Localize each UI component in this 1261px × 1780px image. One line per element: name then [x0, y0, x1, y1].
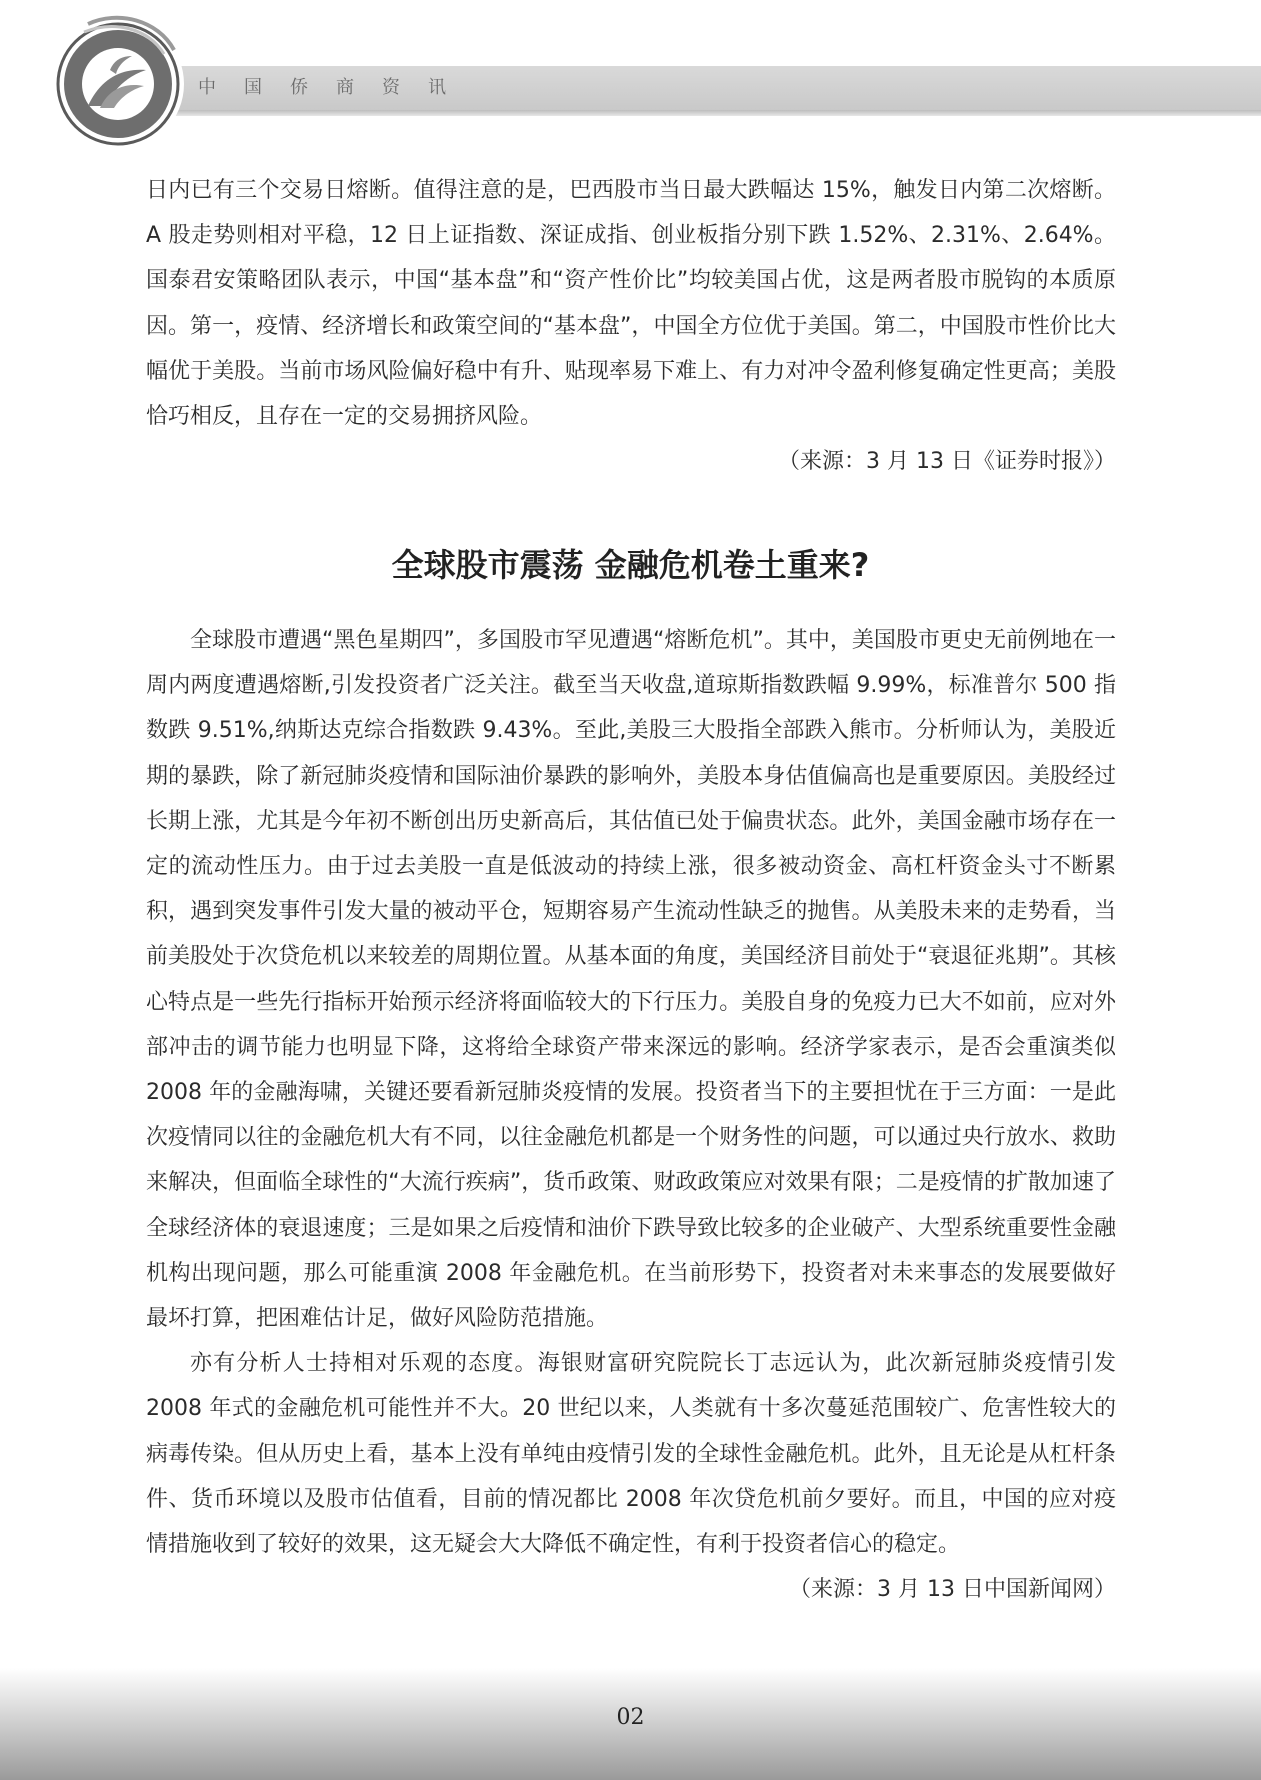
article-2-body [146, 618, 1116, 1612]
article-2-title: 全球股市震荡 金融危机卷土重来? [391, 546, 870, 584]
page-header [0, 0, 1261, 150]
article-1-source: （来源：3 月 13 日《证券时报》） [778, 449, 1116, 475]
publication-title: 中国侨商资讯 [198, 77, 474, 98]
article-2-paragraph-2-text: 亦有分析人士持相对乐观的态度。海银财富研究院院长丁志远认为，此次新冠肺炎疫情引发 2008 年式的金融危机可能性并不大。20 世纪以来，人类就有十多次蔓延范围较广、危害性较大的病毒传染。但从历史上看，基本上没有单纯由疫情引发的全球性金融危机。此外，且无论是从杠杆条件、货币环境以及股市估值看，目前的情况都比 2008 年次贷危机前夕要好。而且，中国的应对疫情措施收到了较好的效果，这无疑会大大降低不确定性，有利于投资者信心的稳定。 [146, 1351, 1116, 1558]
article-2-paragraph-1: 全球股市遭遇“黑色星期四”，多国股市罕见遭遇“熔断危机”。其中，美国股市更史无前例地在一周内两度遭遇熔断,引发投资者广泛关注。截至当天收盘,道琼斯指数跌幅 9.99%，标准普尔 500 指数跌 9.51%,纳斯达克综合指数跌 9.43%。至此,美股三大股指全部跌入熊市。分析师认为，美股近期的暴跌，除了新冠肺炎疫情和国际油价暴跌的影响外，美股本身估值偏高也是重要原因。美股经过长期上涨，尤其是今年初不断创出历史新高后，其估值已处于偏贵状态。此外，美国金融市场存在一定的流动性压力。由于过去美股一直是低波动的持续上涨，很多被动资金、高杠杆资金头寸不断累积，遇到突发事件引发大量的被动平仓，短期容易产生流动性缺乏的抛售。从美股未来的走势看，当前美股处于次贷危机以来较差的周期位置。从基本面的角度，美国经济目前处于“衰退征兆期”。其核心特点是一些先行指标开始预示经济将面临较大的下行压力。美股自身的免疫力已大不如前，应对外部冲击的调节能力也明显下降，这将给全球资产带来深远的影响。经济学家表示，是否会重演类似 2008 年的金融海啸，关键还要看新冠肺炎疫情的发展。投资者当下的主要担忧在于三方面：一是此次疫情同以往的金融危机大有不同，以往金融危机都是一个财务性的问题，可以通过央行放水、救助来解决，但面临全球性的“大流行疾病”，货币政策、财政政策应对效果有限；二是疫情的扩散加速了全球经济体的衰退速度；三是如果之后疫情和油价下跌导致比较多的企业破产、大型系统重要性金融机构出现问题，那么可能重演 2008 年金融危机。在当前形势下，投资者对未来事态的发展要做好最坏打算，把困难估计足，做好风险防范措施。 [146, 628, 1116, 1332]
article-1-continuation [146, 168, 1116, 484]
header-bar-shadow [150, 110, 1261, 116]
article-1-paragraph: 日内已有三个交易日熔断。值得注意的是，巴西股市当日最大跌幅达 15%，触发日内第二次熔断。A 股走势则相对平稳，12 日上证指数、深证成指、创业板指分别下跌 1.52%、2.31%、2.64%。国泰君安策略团队表示，中国“基本盘”和“资产性价比”均较美国占优，这是两者股市脱钩的本质原因。第一，疫情、经济增长和政策空间的“基本盘”，中国全方位优于美国。第二，中国股市性价比大幅优于美股。当前市场风险偏好稳中有升、贴现率易下难上、有力对冲令盈利修复确定性更高；美股恰巧相反，且存在一定的交易拥挤风险。 [146, 178, 1116, 430]
article-2-paragraph-2 [146, 1341, 1116, 1603]
page-number: 02 [616, 1705, 645, 1730]
organization-logo [48, 10, 188, 150]
article-2-source: （来源：3 月 13 日中国新闻网） [789, 1577, 1116, 1603]
